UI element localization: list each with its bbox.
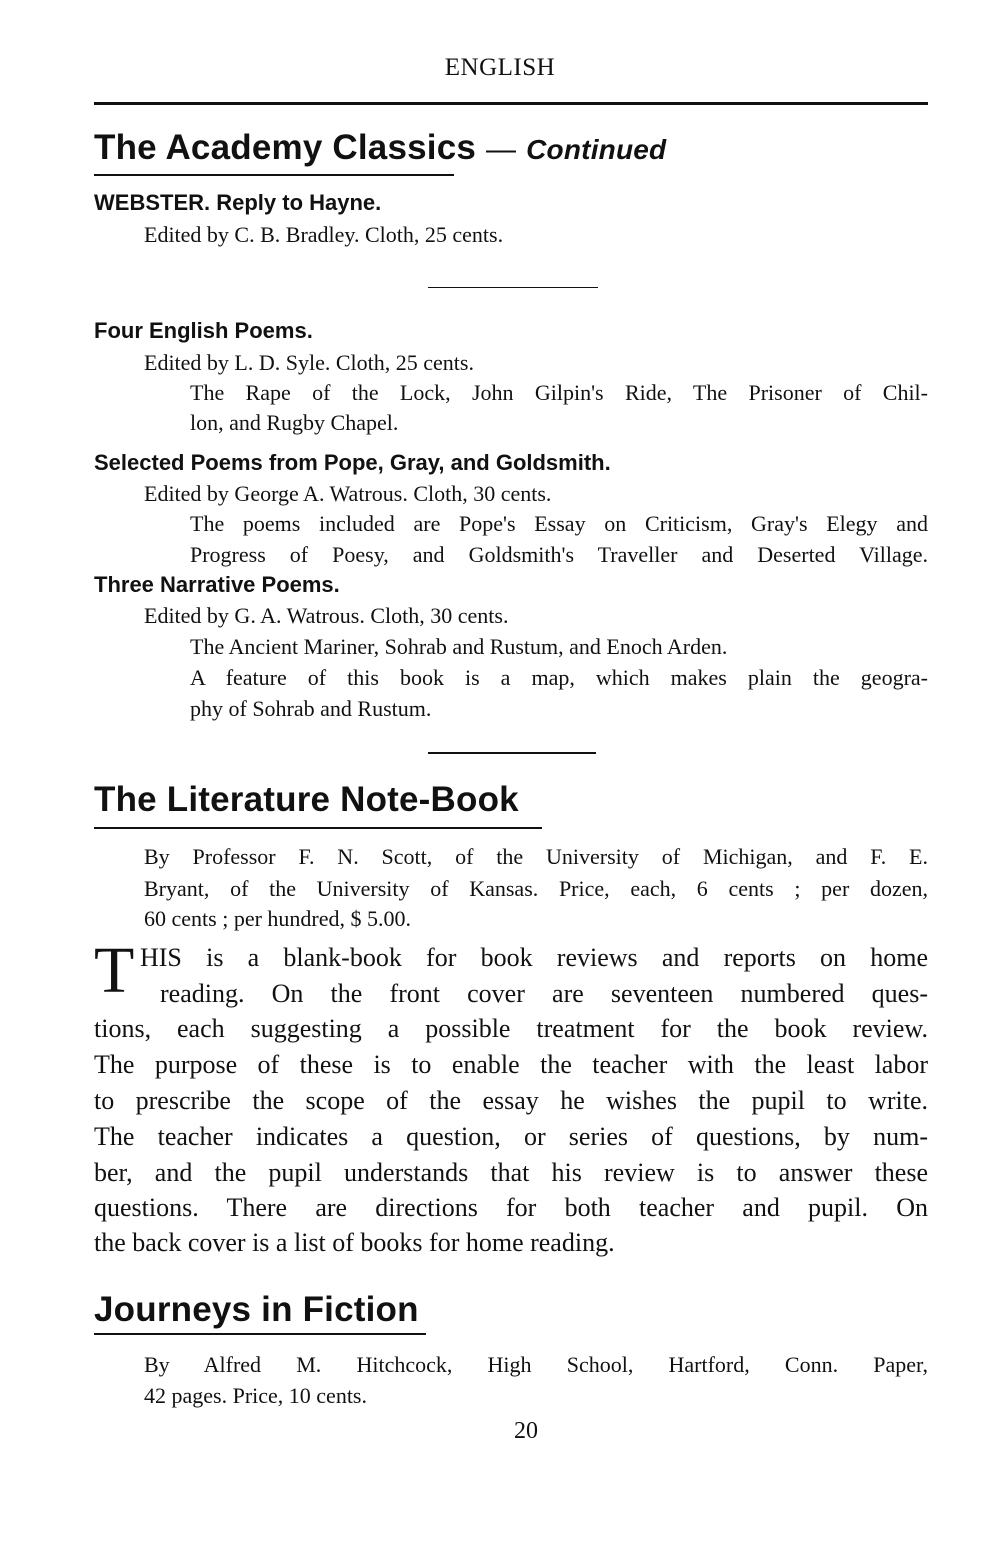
section-title-underline: [94, 174, 454, 176]
separator-rule: [428, 752, 596, 754]
body-paragraph-line: The purpose of these is to enable the teacher with the least labor: [94, 1050, 928, 1079]
body-paragraph-line: tions, each suggesting a possible treatment for the book review.: [94, 1014, 928, 1043]
entry-title-webster: WEBSTER. Reply to Hayne.: [94, 190, 382, 215]
body-paragraph-line: reading. On the front cover are seventeen numbered ques-: [160, 979, 928, 1008]
entry-description-line: The poems included are Pope's Essay on Criticism, Gray's Elegy and: [190, 511, 928, 536]
entry-description-line: The Ancient Mariner, Sohrab and Rustum, and Enoch Arden.: [190, 634, 728, 659]
title-dash: —: [486, 133, 517, 166]
entry-description-line: phy of Sohrab and Rustum.: [190, 696, 432, 721]
entry-title-four-english-poems: Four English Poems.: [94, 318, 313, 343]
entry-details-selected-poems: Edited by George A. Watrous. Cloth, 30 cents.: [144, 481, 552, 506]
entry-description-line: A feature of this book is a map, which makes plain the geogra-: [190, 665, 928, 690]
section-title-journeys-in-fiction: Journeys in Fiction: [94, 1290, 419, 1329]
body-paragraph-line: The teacher indicates a question, or series of questions, by num-: [94, 1122, 928, 1151]
section-title-text: The Academy Classics: [94, 128, 477, 167]
entry-description-line: Progress of Poesy, and Goldsmith's Traveller and Deserted Village.: [190, 542, 928, 567]
byline-line: 60 cents ; per hundred, $ 5.00.: [144, 906, 411, 931]
body-paragraph-line: ber, and the pupil understands that his review is to answer these: [94, 1158, 928, 1187]
entry-description-line: lon, and Rugby Chapel.: [190, 410, 399, 435]
byline-line: Bryant, of the University of Kansas. Price, each, 6 cents ; per dozen,: [144, 876, 928, 901]
entry-details-webster: Edited by C. B. Bradley. Cloth, 25 cents.: [144, 222, 504, 247]
drop-cap-letter: T: [94, 934, 135, 1007]
body-paragraph-line: the back cover is a list of books for home reading.: [94, 1228, 615, 1257]
byline-line: 42 pages. Price, 10 cents.: [144, 1383, 367, 1408]
body-paragraph-line: questions. There are directions for both teacher and pupil. On: [94, 1193, 928, 1222]
section-title-literature-note-book: The Literature Note-Book: [94, 780, 519, 819]
section-title-academy-classics: [94, 128, 666, 168]
body-paragraph-line: HIS is a blank-book for book reviews and reports on home: [140, 943, 928, 972]
title-continued: Continued: [526, 134, 667, 165]
body-paragraph-line: to prescribe the scope of the essay he wishes the pupil to write.: [94, 1086, 928, 1115]
byline-line: By Professor F. N. Scott, of the University of Michigan, and F. E.: [144, 844, 928, 869]
entry-title-three-narrative-poems: Three Narrative Poems.: [94, 572, 340, 597]
running-head: ENGLISH: [444, 54, 556, 81]
entry-details-three-narrative-poems: Edited by G. A. Watrous. Cloth, 30 cents.: [144, 603, 509, 628]
page-number: 20: [514, 1418, 538, 1444]
entry-title-selected-poems: Selected Poems from Pope, Gray, and Goldsmith.: [94, 450, 611, 475]
byline-line: By Alfred M. Hitchcock, High School, Hartford, Conn. Paper,: [144, 1352, 928, 1377]
section-title-underline: [94, 1333, 426, 1335]
separator-rule: [428, 287, 598, 288]
top-rule: [94, 102, 928, 105]
entry-description-line: The Rape of the Lock, John Gilpin's Ride, The Prisoner of Chil-: [190, 380, 928, 405]
entry-details-four-english-poems: Edited by L. D. Syle. Cloth, 25 cents.: [144, 350, 474, 375]
section-title-underline: [94, 827, 542, 829]
